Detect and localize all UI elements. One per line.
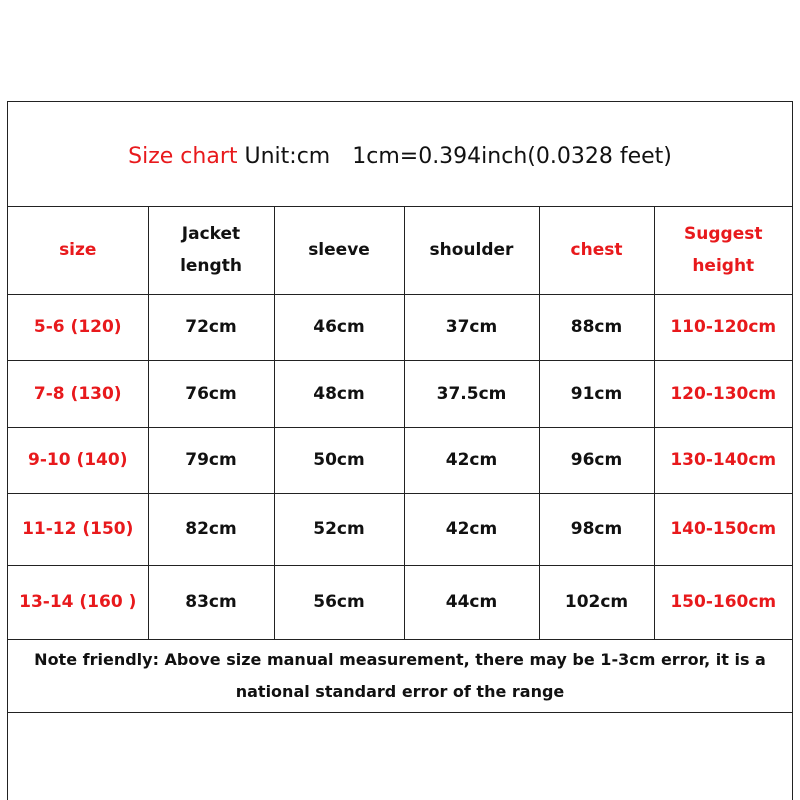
cell-sleeve: 46cm	[274, 294, 404, 360]
cell-height: 110-120cm	[654, 294, 792, 360]
header-size: size	[8, 207, 148, 294]
note-line-1: Note friendly: Above size manual measurement, there may be 1-3cm error, it is a	[34, 649, 766, 669]
cell-sleeve: 56cm	[274, 565, 404, 639]
table-row	[8, 294, 792, 360]
cell-shoulder: 37.5cm	[404, 360, 539, 427]
header-chest: chest	[539, 207, 654, 294]
size-table	[8, 207, 792, 713]
cell-height: 140-150cm	[654, 493, 792, 565]
cell-size: 9-10 (140)	[8, 427, 148, 493]
cell-chest: 91cm	[539, 360, 654, 427]
cell-sleeve: 50cm	[274, 427, 404, 493]
cell-shoulder: 42cm	[404, 427, 539, 493]
cell-jacket-length: 79cm	[148, 427, 274, 493]
cell-sleeve: 52cm	[274, 493, 404, 565]
header-jacket-length: Jacket length	[148, 207, 274, 294]
cell-height: 130-140cm	[654, 427, 792, 493]
title-label: Size chart	[128, 143, 238, 169]
table-row	[8, 427, 792, 493]
header-row	[8, 207, 792, 294]
size-chart	[7, 101, 793, 800]
cell-jacket-length: 83cm	[148, 565, 274, 639]
cell-height: 150-160cm	[654, 565, 792, 639]
title-conversion: 1cm=0.394inch(0.0328 feet)	[352, 143, 672, 169]
cell-chest: 102cm	[539, 565, 654, 639]
note-text	[8, 639, 792, 712]
cell-size: 5-6 (120)	[8, 294, 148, 360]
cell-chest: 98cm	[539, 493, 654, 565]
cell-sleeve: 48cm	[274, 360, 404, 427]
cell-jacket-length: 72cm	[148, 294, 274, 360]
title-unit: Unit:cm	[244, 143, 331, 169]
cell-size: 11-12 (150)	[8, 493, 148, 565]
table-row	[8, 493, 792, 565]
cell-jacket-length: 82cm	[148, 493, 274, 565]
header-sleeve: sleeve	[274, 207, 404, 294]
table-row	[8, 565, 792, 639]
cell-shoulder: 44cm	[404, 565, 539, 639]
note-row	[8, 639, 792, 712]
header-suggest-height: Suggest height	[654, 207, 792, 294]
cell-chest: 96cm	[539, 427, 654, 493]
cell-height: 120-130cm	[654, 360, 792, 427]
note-line-2: national standard error of the range	[235, 681, 565, 701]
cell-shoulder: 37cm	[404, 294, 539, 360]
header-shoulder: shoulder	[404, 207, 539, 294]
cell-size: 7-8 (130)	[8, 360, 148, 427]
chart-title	[8, 102, 792, 207]
cell-shoulder: 42cm	[404, 493, 539, 565]
cell-chest: 88cm	[539, 294, 654, 360]
cell-size: 13-14 (160 )	[8, 565, 148, 639]
table-row	[8, 360, 792, 427]
cell-jacket-length: 76cm	[148, 360, 274, 427]
